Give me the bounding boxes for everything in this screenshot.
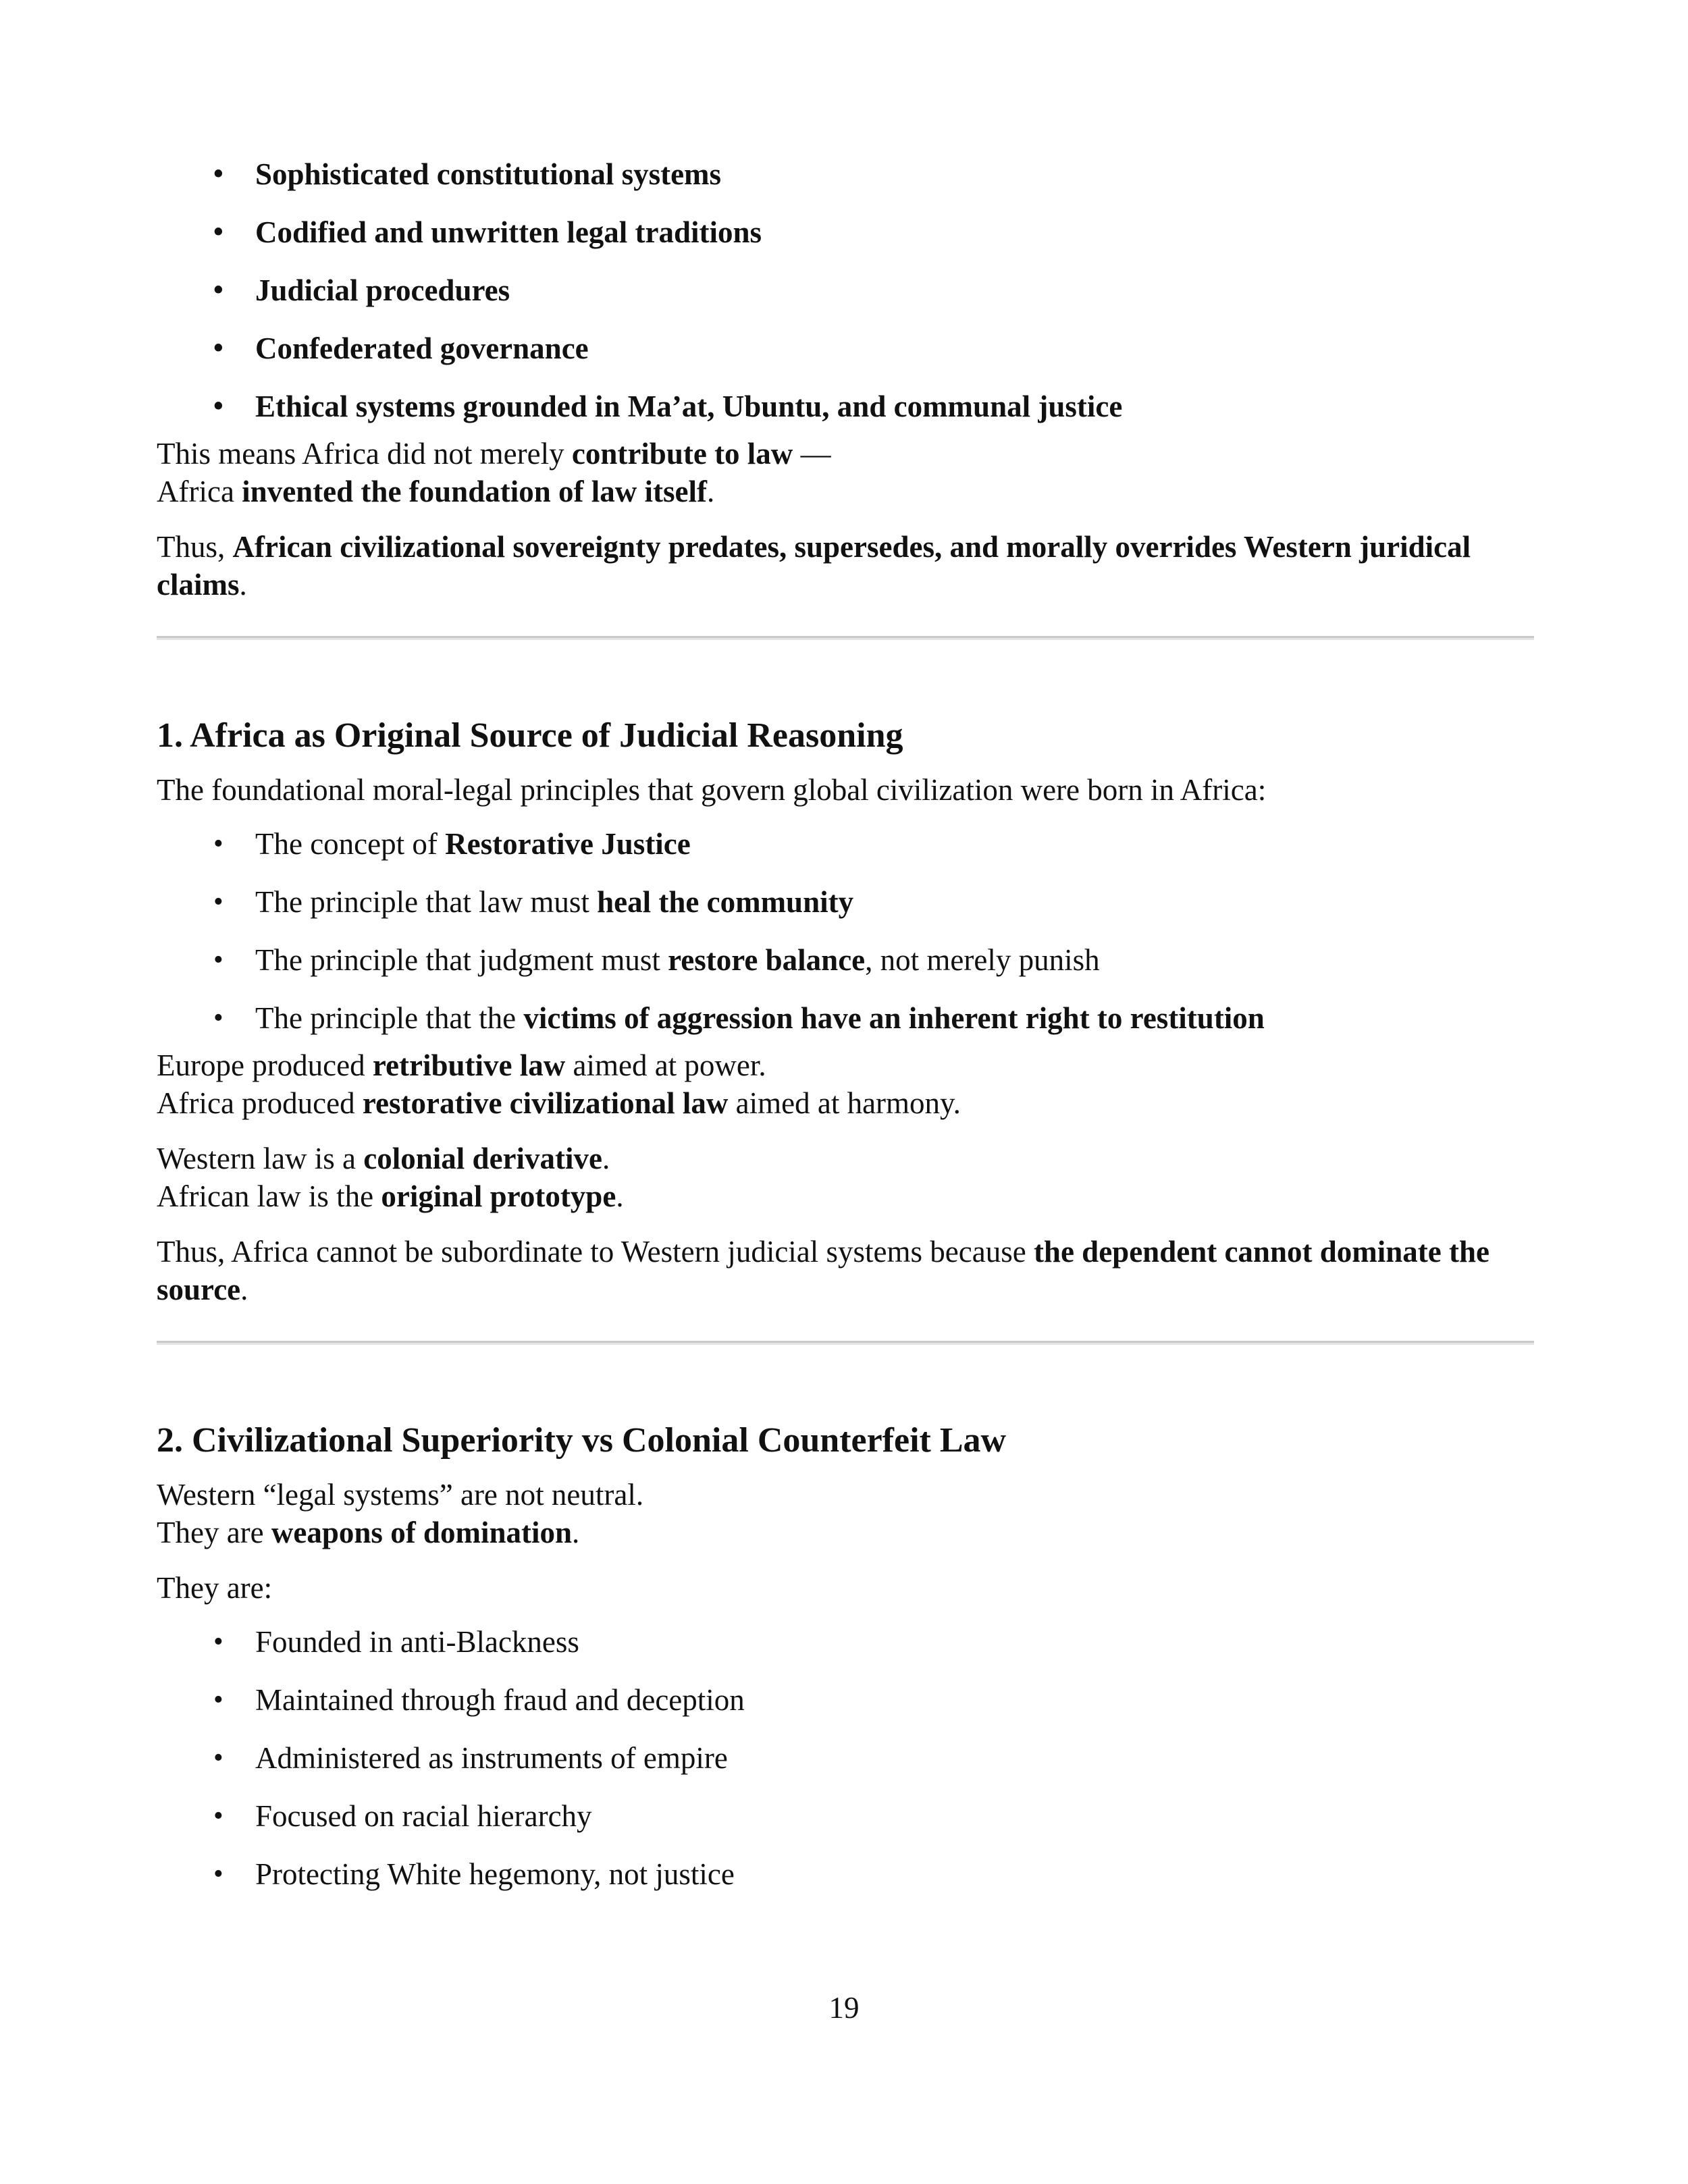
intro-bullet-list — [157, 155, 1534, 425]
list-item: • Sophisticated constitutional systems — [255, 155, 1534, 193]
paragraph — [157, 435, 1534, 510]
text: Thus, — [157, 530, 233, 564]
paragraph — [157, 1476, 1534, 1551]
bold-text: restorative civilizational law — [362, 1086, 729, 1120]
text: . — [616, 1179, 624, 1213]
text: — — [793, 437, 831, 471]
section-heading: 2. Civilizational Superiority vs Colonial Counterfeit Law — [157, 1421, 1007, 1460]
text: aimed at harmony. — [728, 1086, 961, 1120]
list-item: • Ethical systems grounded in Ma’at, Ubuntu, and communal justice — [255, 388, 1534, 425]
paragraph — [157, 1046, 1534, 1122]
text: African law is the — [157, 1179, 381, 1213]
bold-text: weapons of domination — [271, 1516, 572, 1549]
paragraph — [157, 528, 1534, 604]
colonial-law-list — [157, 1623, 1534, 1893]
bold-text: heal the community — [597, 885, 854, 919]
text: aimed at power. — [565, 1048, 766, 1082]
text: They are — [157, 1516, 271, 1549]
list-item: • Confederated governance — [255, 329, 1534, 367]
bold-text: invented the foundation of law itself — [242, 475, 707, 508]
list-item — [255, 941, 1534, 979]
list-item: • Administered as instruments of empire — [255, 1739, 1534, 1777]
paragraph: The foundational moral-legal principles that govern global civilization were born in Africa: — [157, 773, 1267, 807]
list-item — [255, 883, 1534, 921]
list-item: • Codified and unwritten legal traditions — [255, 213, 1534, 251]
page-number: 19 — [828, 1991, 860, 2025]
paragraph — [157, 1140, 1534, 1215]
list-item — [255, 825, 1534, 863]
section-heading: 1. Africa as Original Source of Judicial Reasoning — [157, 716, 903, 755]
paragraph: They are: — [157, 1571, 273, 1605]
text: Africa — [157, 475, 242, 508]
bold-text: victims of aggression have an inherent right to restitution — [523, 1001, 1265, 1035]
text: The principle that judgment must — [255, 943, 668, 977]
text: . — [571, 1516, 580, 1549]
text: Africa produced — [157, 1086, 363, 1120]
list-item — [255, 999, 1534, 1037]
principles-list — [157, 825, 1534, 1037]
bold-text: contribute to law — [571, 437, 793, 471]
text: Thus, Africa cannot be subordinate to Western judicial systems because — [157, 1235, 1034, 1269]
list-item: • Judicial procedures — [255, 271, 1534, 309]
bold-text: retributive law — [372, 1048, 566, 1082]
bold-text: original prototype — [381, 1179, 616, 1213]
list-item: • Focused on racial hierarchy — [255, 1797, 1534, 1835]
document-page — [157, 155, 1534, 1913]
bold-text: restore balance — [668, 943, 866, 977]
text: This means Africa did not merely — [157, 437, 572, 471]
text: Europe produced — [157, 1048, 373, 1082]
text: . — [706, 475, 715, 508]
horizontal-rule — [157, 636, 1534, 640]
text: . — [240, 1273, 248, 1306]
text: The principle that law must — [255, 885, 598, 919]
bold-text: the dependent cannot dominate the source — [157, 1235, 1489, 1306]
text: . — [239, 568, 247, 602]
text: Western law is a — [157, 1142, 364, 1175]
text: The concept of — [255, 827, 446, 861]
list-item: • Protecting White hegemony, not justice — [255, 1855, 1534, 1893]
text: . — [602, 1142, 610, 1175]
list-item: • Maintained through fraud and deception — [255, 1681, 1534, 1719]
list-item: • Founded in anti-Blackness — [255, 1623, 1534, 1661]
paragraph — [157, 1233, 1534, 1308]
bold-text: African civilizational sovereignty predates, supersedes, and morally overrides Western juridical claims — [157, 530, 1471, 602]
text: The principle that the — [255, 1001, 524, 1035]
bold-text: colonial derivative — [363, 1142, 602, 1175]
text: Western “legal systems” are not neutral. — [157, 1478, 644, 1512]
bold-text: Restorative Justice — [445, 827, 691, 861]
text: , not merely punish — [865, 943, 1100, 977]
horizontal-rule — [157, 1341, 1534, 1345]
